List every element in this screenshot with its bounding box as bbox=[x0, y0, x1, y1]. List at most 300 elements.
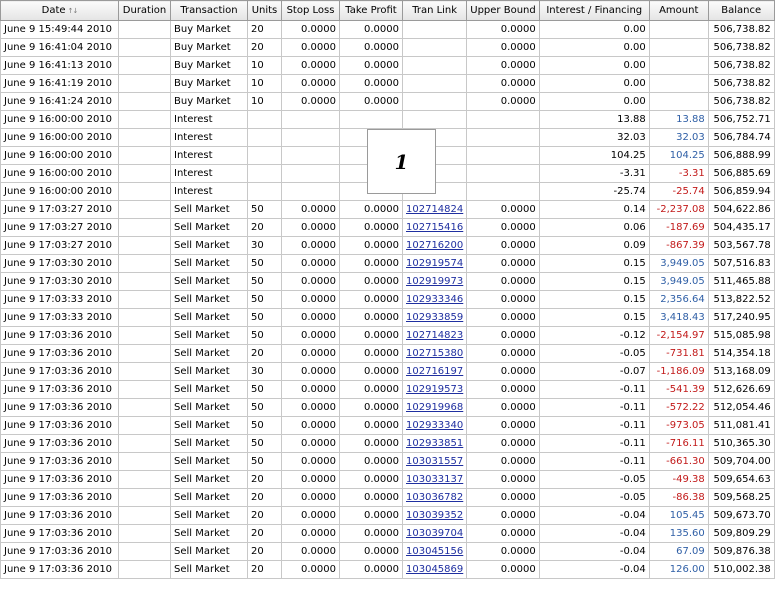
cell-interest-financing: -25.74 bbox=[539, 183, 649, 201]
column-header-stop-loss[interactable]: Stop Loss bbox=[282, 1, 340, 21]
cell-amount: -716.11 bbox=[649, 435, 708, 453]
cell-take-profit: 0.0000 bbox=[340, 543, 403, 561]
cell-interest-financing: 104.25 bbox=[539, 147, 649, 165]
table-row[interactable] bbox=[1, 417, 775, 435]
cell-take-profit: 0.0000 bbox=[340, 507, 403, 525]
cell-interest-financing: -0.05 bbox=[539, 471, 649, 489]
cell-upper-bound: 0.0000 bbox=[467, 471, 539, 489]
column-header-interest-financing[interactable]: Interest / Financing bbox=[539, 1, 649, 21]
cell-interest-financing: 0.15 bbox=[539, 309, 649, 327]
cell-date: June 9 16:00:00 2010 bbox=[1, 165, 119, 183]
table-row[interactable] bbox=[1, 255, 775, 273]
cell-tran-link[interactable]: 103036782 bbox=[403, 489, 467, 507]
cell-upper-bound: 0.0000 bbox=[467, 345, 539, 363]
cell-balance: 507,516.83 bbox=[708, 255, 774, 273]
cell-date: June 9 17:03:36 2010 bbox=[1, 543, 119, 561]
table-row[interactable] bbox=[1, 57, 775, 75]
cell-stop-loss bbox=[282, 129, 340, 147]
cell-interest-financing: 0.06 bbox=[539, 219, 649, 237]
cell-tran-link bbox=[403, 39, 467, 57]
cell-interest-financing: -0.11 bbox=[539, 417, 649, 435]
table-row[interactable] bbox=[1, 21, 775, 39]
cell-units: 50 bbox=[248, 435, 282, 453]
cell-interest-financing: 0.00 bbox=[539, 21, 649, 39]
cell-balance: 513,168.09 bbox=[708, 363, 774, 381]
cell-upper-bound: 0.0000 bbox=[467, 507, 539, 525]
cell-stop-loss bbox=[282, 165, 340, 183]
table-row[interactable] bbox=[1, 399, 775, 417]
cell-stop-loss: 0.0000 bbox=[282, 57, 340, 75]
cell-date: June 9 17:03:30 2010 bbox=[1, 255, 119, 273]
cell-date: June 9 17:03:36 2010 bbox=[1, 435, 119, 453]
cell-amount bbox=[649, 21, 708, 39]
cell-tran-link bbox=[403, 111, 467, 129]
cell-date: June 9 17:03:36 2010 bbox=[1, 561, 119, 579]
cell-stop-loss: 0.0000 bbox=[282, 93, 340, 111]
cell-take-profit: 0.0000 bbox=[340, 471, 403, 489]
table-row[interactable] bbox=[1, 345, 775, 363]
cell-upper-bound: 0.0000 bbox=[467, 327, 539, 345]
cell-date: June 9 17:03:36 2010 bbox=[1, 453, 119, 471]
cell-take-profit: 0.0000 bbox=[340, 273, 403, 291]
cell-interest-financing: 0.09 bbox=[539, 237, 649, 255]
cell-tran-link bbox=[403, 93, 467, 111]
cell-tran-link[interactable]: 103045869 bbox=[403, 561, 467, 579]
cell-stop-loss: 0.0000 bbox=[282, 525, 340, 543]
cell-upper-bound: 0.0000 bbox=[467, 75, 539, 93]
cell-tran-link[interactable]: 103031557 bbox=[403, 453, 467, 471]
cell-take-profit: 0.0000 bbox=[340, 525, 403, 543]
cell-amount: -731.81 bbox=[649, 345, 708, 363]
cell-amount: 3,949.05 bbox=[649, 255, 708, 273]
cell-duration bbox=[119, 21, 171, 39]
cell-upper-bound: 0.0000 bbox=[467, 291, 539, 309]
cell-amount bbox=[649, 57, 708, 75]
cell-upper-bound: 0.0000 bbox=[467, 363, 539, 381]
cell-amount: -2,237.08 bbox=[649, 201, 708, 219]
cell-date: June 9 17:03:36 2010 bbox=[1, 363, 119, 381]
cell-duration bbox=[119, 183, 171, 201]
table-row[interactable] bbox=[1, 453, 775, 471]
cell-date: June 9 16:00:00 2010 bbox=[1, 147, 119, 165]
cell-units: 50 bbox=[248, 201, 282, 219]
cell-tran-link[interactable]: 102714823 bbox=[403, 327, 467, 345]
cell-balance: 510,002.38 bbox=[708, 561, 774, 579]
cell-duration bbox=[119, 201, 171, 219]
cell-amount: 2,356.64 bbox=[649, 291, 708, 309]
cell-interest-financing: -0.04 bbox=[539, 525, 649, 543]
cell-transaction: Sell Market bbox=[171, 453, 248, 471]
cell-take-profit: 0.0000 bbox=[340, 435, 403, 453]
cell-tran-link[interactable]: 103045156 bbox=[403, 543, 467, 561]
cell-tran-link bbox=[403, 75, 467, 93]
cell-balance: 504,622.86 bbox=[708, 201, 774, 219]
cell-tran-link[interactable]: 102919574 bbox=[403, 255, 467, 273]
cell-transaction: Sell Market bbox=[171, 435, 248, 453]
cell-take-profit: 0.0000 bbox=[340, 21, 403, 39]
cell-amount: -49.38 bbox=[649, 471, 708, 489]
cell-amount: 104.25 bbox=[649, 147, 708, 165]
cell-transaction: Interest bbox=[171, 129, 248, 147]
column-header-units[interactable]: Units bbox=[248, 1, 282, 21]
cell-take-profit: 0.0000 bbox=[340, 201, 403, 219]
cell-date: June 9 17:03:36 2010 bbox=[1, 489, 119, 507]
cell-stop-loss: 0.0000 bbox=[282, 561, 340, 579]
table-row[interactable] bbox=[1, 111, 775, 129]
callout-label: 1 bbox=[394, 149, 409, 174]
cell-transaction: Sell Market bbox=[171, 543, 248, 561]
cell-date: June 9 17:03:36 2010 bbox=[1, 471, 119, 489]
column-header-take-profit[interactable]: Take Profit bbox=[340, 1, 403, 21]
cell-interest-financing: 0.15 bbox=[539, 291, 649, 309]
table-row[interactable] bbox=[1, 471, 775, 489]
cell-upper-bound: 0.0000 bbox=[467, 57, 539, 75]
cell-date: June 9 15:49:44 2010 bbox=[1, 21, 119, 39]
table-row[interactable] bbox=[1, 507, 775, 525]
cell-tran-link[interactable]: 102919968 bbox=[403, 399, 467, 417]
cell-duration bbox=[119, 507, 171, 525]
cell-amount: 3,949.05 bbox=[649, 273, 708, 291]
cell-balance: 517,240.95 bbox=[708, 309, 774, 327]
cell-amount: -25.74 bbox=[649, 183, 708, 201]
cell-date: June 9 16:00:00 2010 bbox=[1, 111, 119, 129]
cell-upper-bound bbox=[467, 147, 539, 165]
cell-transaction: Sell Market bbox=[171, 309, 248, 327]
cell-tran-link[interactable]: 102716200 bbox=[403, 237, 467, 255]
cell-upper-bound: 0.0000 bbox=[467, 237, 539, 255]
column-header-amount[interactable]: Amount bbox=[649, 1, 708, 21]
table-row[interactable] bbox=[1, 489, 775, 507]
cell-upper-bound: 0.0000 bbox=[467, 39, 539, 57]
cell-take-profit: 0.0000 bbox=[340, 327, 403, 345]
table-row[interactable] bbox=[1, 219, 775, 237]
cell-amount bbox=[649, 93, 708, 111]
cell-balance: 509,673.70 bbox=[708, 507, 774, 525]
cell-upper-bound: 0.0000 bbox=[467, 381, 539, 399]
cell-units: 50 bbox=[248, 417, 282, 435]
cell-duration bbox=[119, 219, 171, 237]
cell-duration bbox=[119, 147, 171, 165]
cell-interest-financing: 0.15 bbox=[539, 273, 649, 291]
table-row[interactable] bbox=[1, 381, 775, 399]
cell-upper-bound: 0.0000 bbox=[467, 93, 539, 111]
cell-units: 50 bbox=[248, 291, 282, 309]
cell-transaction: Sell Market bbox=[171, 291, 248, 309]
cell-duration bbox=[119, 57, 171, 75]
cell-take-profit: 0.0000 bbox=[340, 363, 403, 381]
cell-amount: 135.60 bbox=[649, 525, 708, 543]
cell-tran-link[interactable]: 102933340 bbox=[403, 417, 467, 435]
cell-tran-link[interactable]: 102715416 bbox=[403, 219, 467, 237]
cell-transaction: Sell Market bbox=[171, 273, 248, 291]
cell-stop-loss bbox=[282, 147, 340, 165]
cell-balance: 514,354.18 bbox=[708, 345, 774, 363]
cell-stop-loss: 0.0000 bbox=[282, 363, 340, 381]
cell-units: 20 bbox=[248, 21, 282, 39]
cell-stop-loss: 0.0000 bbox=[282, 309, 340, 327]
column-header-upper-bound[interactable]: Upper Bound bbox=[467, 1, 539, 21]
cell-units: 50 bbox=[248, 453, 282, 471]
cell-amount: 32.03 bbox=[649, 129, 708, 147]
sort-icon[interactable]: ↑↓ bbox=[67, 7, 78, 15]
cell-stop-loss bbox=[282, 183, 340, 201]
cell-take-profit bbox=[340, 111, 403, 129]
table-row[interactable] bbox=[1, 273, 775, 291]
cell-stop-loss: 0.0000 bbox=[282, 255, 340, 273]
table-row[interactable] bbox=[1, 543, 775, 561]
cell-interest-financing: -0.11 bbox=[539, 435, 649, 453]
cell-duration bbox=[119, 327, 171, 345]
cell-duration bbox=[119, 129, 171, 147]
cell-take-profit: 0.0000 bbox=[340, 57, 403, 75]
cell-duration bbox=[119, 111, 171, 129]
cell-units: 20 bbox=[248, 489, 282, 507]
cell-balance: 509,568.25 bbox=[708, 489, 774, 507]
cell-tran-link[interactable]: 102919573 bbox=[403, 381, 467, 399]
cell-duration bbox=[119, 489, 171, 507]
cell-units bbox=[248, 147, 282, 165]
cell-interest-financing: -0.04 bbox=[539, 561, 649, 579]
cell-transaction: Sell Market bbox=[171, 327, 248, 345]
cell-tran-link[interactable]: 102933346 bbox=[403, 291, 467, 309]
column-header-transaction[interactable]: Transaction bbox=[171, 1, 248, 21]
cell-stop-loss: 0.0000 bbox=[282, 201, 340, 219]
cell-units: 20 bbox=[248, 345, 282, 363]
cell-units bbox=[248, 111, 282, 129]
cell-stop-loss: 0.0000 bbox=[282, 291, 340, 309]
table-row[interactable] bbox=[1, 363, 775, 381]
cell-tran-link[interactable]: 103039352 bbox=[403, 507, 467, 525]
cell-transaction: Sell Market bbox=[171, 381, 248, 399]
cell-interest-financing: -0.05 bbox=[539, 345, 649, 363]
cell-date: June 9 16:41:13 2010 bbox=[1, 57, 119, 75]
cell-interest-financing: -0.11 bbox=[539, 399, 649, 417]
cell-balance: 509,704.00 bbox=[708, 453, 774, 471]
cell-date: June 9 17:03:27 2010 bbox=[1, 237, 119, 255]
cell-stop-loss: 0.0000 bbox=[282, 399, 340, 417]
cell-duration bbox=[119, 273, 171, 291]
cell-interest-financing: -0.04 bbox=[539, 543, 649, 561]
cell-tran-link[interactable]: 102933851 bbox=[403, 435, 467, 453]
cell-balance: 511,465.88 bbox=[708, 273, 774, 291]
cell-units: 30 bbox=[248, 237, 282, 255]
cell-amount bbox=[649, 75, 708, 93]
cell-duration bbox=[119, 363, 171, 381]
cell-take-profit: 0.0000 bbox=[340, 75, 403, 93]
cell-balance: 511,081.41 bbox=[708, 417, 774, 435]
cell-interest-financing: 0.00 bbox=[539, 75, 649, 93]
cell-amount: -86.38 bbox=[649, 489, 708, 507]
table-row[interactable] bbox=[1, 93, 775, 111]
cell-upper-bound: 0.0000 bbox=[467, 309, 539, 327]
cell-units: 50 bbox=[248, 327, 282, 345]
cell-tran-link[interactable]: 102716197 bbox=[403, 363, 467, 381]
cell-date: June 9 17:03:36 2010 bbox=[1, 417, 119, 435]
cell-units: 50 bbox=[248, 309, 282, 327]
table-row[interactable] bbox=[1, 75, 775, 93]
cell-date: June 9 17:03:33 2010 bbox=[1, 309, 119, 327]
cell-upper-bound: 0.0000 bbox=[467, 417, 539, 435]
table-row[interactable] bbox=[1, 327, 775, 345]
cell-balance: 506,784.74 bbox=[708, 129, 774, 147]
cell-transaction: Buy Market bbox=[171, 21, 248, 39]
table-row[interactable] bbox=[1, 309, 775, 327]
cell-date: June 9 17:03:36 2010 bbox=[1, 525, 119, 543]
cell-date: June 9 16:00:00 2010 bbox=[1, 183, 119, 201]
cell-tran-link[interactable]: 102714824 bbox=[403, 201, 467, 219]
cell-duration bbox=[119, 381, 171, 399]
cell-duration bbox=[119, 93, 171, 111]
cell-take-profit: 0.0000 bbox=[340, 417, 403, 435]
cell-tran-link[interactable]: 103033137 bbox=[403, 471, 467, 489]
cell-stop-loss bbox=[282, 111, 340, 129]
column-header-tran-link[interactable]: Tran Link bbox=[403, 1, 467, 21]
cell-amount: -572.22 bbox=[649, 399, 708, 417]
cell-duration bbox=[119, 39, 171, 57]
cell-take-profit: 0.0000 bbox=[340, 93, 403, 111]
cell-balance: 506,738.82 bbox=[708, 75, 774, 93]
cell-units: 50 bbox=[248, 273, 282, 291]
cell-upper-bound: 0.0000 bbox=[467, 399, 539, 417]
column-header-duration[interactable]: Duration bbox=[119, 1, 171, 21]
cell-amount bbox=[649, 39, 708, 57]
cell-transaction: Sell Market bbox=[171, 363, 248, 381]
cell-balance: 503,567.78 bbox=[708, 237, 774, 255]
cell-take-profit: 0.0000 bbox=[340, 489, 403, 507]
cell-balance: 506,738.82 bbox=[708, 57, 774, 75]
cell-units: 20 bbox=[248, 471, 282, 489]
cell-take-profit: 0.0000 bbox=[340, 381, 403, 399]
cell-units bbox=[248, 129, 282, 147]
cell-amount: 13.88 bbox=[649, 111, 708, 129]
cell-balance: 506,738.82 bbox=[708, 21, 774, 39]
cell-amount: 126.00 bbox=[649, 561, 708, 579]
cell-duration bbox=[119, 75, 171, 93]
table-row[interactable] bbox=[1, 291, 775, 309]
cell-upper-bound: 0.0000 bbox=[467, 525, 539, 543]
cell-take-profit: 0.0000 bbox=[340, 255, 403, 273]
cell-duration bbox=[119, 255, 171, 273]
column-header-date[interactable] bbox=[1, 1, 119, 21]
cell-transaction: Sell Market bbox=[171, 489, 248, 507]
cell-upper-bound: 0.0000 bbox=[467, 255, 539, 273]
cell-units: 10 bbox=[248, 75, 282, 93]
cell-duration bbox=[119, 237, 171, 255]
cell-balance: 506,885.69 bbox=[708, 165, 774, 183]
cell-duration bbox=[119, 543, 171, 561]
cell-units: 50 bbox=[248, 255, 282, 273]
table-row[interactable] bbox=[1, 39, 775, 57]
cell-date: June 9 17:03:36 2010 bbox=[1, 399, 119, 417]
cell-transaction: Sell Market bbox=[171, 561, 248, 579]
cell-tran-link[interactable]: 102919973 bbox=[403, 273, 467, 291]
cell-duration bbox=[119, 309, 171, 327]
cell-stop-loss: 0.0000 bbox=[282, 417, 340, 435]
cell-tran-link bbox=[403, 21, 467, 39]
cell-balance: 504,435.17 bbox=[708, 219, 774, 237]
cell-transaction: Sell Market bbox=[171, 471, 248, 489]
cell-upper-bound: 0.0000 bbox=[467, 435, 539, 453]
cell-balance: 506,738.82 bbox=[708, 39, 774, 57]
cell-transaction: Sell Market bbox=[171, 525, 248, 543]
cell-interest-financing: -0.04 bbox=[539, 507, 649, 525]
cell-date: June 9 17:03:36 2010 bbox=[1, 345, 119, 363]
cell-stop-loss: 0.0000 bbox=[282, 345, 340, 363]
cell-amount: -187.69 bbox=[649, 219, 708, 237]
cell-stop-loss: 0.0000 bbox=[282, 471, 340, 489]
cell-interest-financing: -0.05 bbox=[539, 489, 649, 507]
cell-duration bbox=[119, 291, 171, 309]
cell-take-profit: 0.0000 bbox=[340, 309, 403, 327]
cell-stop-loss: 0.0000 bbox=[282, 453, 340, 471]
cell-balance: 512,626.69 bbox=[708, 381, 774, 399]
cell-take-profit: 0.0000 bbox=[340, 39, 403, 57]
cell-duration bbox=[119, 525, 171, 543]
cell-units: 30 bbox=[248, 363, 282, 381]
cell-take-profit: 0.0000 bbox=[340, 345, 403, 363]
cell-amount: -661.30 bbox=[649, 453, 708, 471]
cell-stop-loss: 0.0000 bbox=[282, 273, 340, 291]
cell-transaction: Interest bbox=[171, 111, 248, 129]
cell-stop-loss: 0.0000 bbox=[282, 489, 340, 507]
cell-upper-bound: 0.0000 bbox=[467, 273, 539, 291]
cell-balance: 510,365.30 bbox=[708, 435, 774, 453]
cell-stop-loss: 0.0000 bbox=[282, 327, 340, 345]
table-row[interactable] bbox=[1, 561, 775, 579]
cell-stop-loss: 0.0000 bbox=[282, 75, 340, 93]
cell-interest-financing: 0.15 bbox=[539, 255, 649, 273]
cell-take-profit: 0.0000 bbox=[340, 453, 403, 471]
cell-date: June 9 17:03:36 2010 bbox=[1, 327, 119, 345]
cell-transaction: Buy Market bbox=[171, 75, 248, 93]
cell-take-profit: 0.0000 bbox=[340, 561, 403, 579]
cell-units: 50 bbox=[248, 381, 282, 399]
cell-amount: 105.45 bbox=[649, 507, 708, 525]
cell-take-profit: 0.0000 bbox=[340, 237, 403, 255]
cell-transaction: Interest bbox=[171, 183, 248, 201]
table-row[interactable] bbox=[1, 525, 775, 543]
cell-tran-link[interactable]: 102715380 bbox=[403, 345, 467, 363]
cell-interest-financing: -3.31 bbox=[539, 165, 649, 183]
cell-duration bbox=[119, 453, 171, 471]
cell-amount: 3,418.43 bbox=[649, 309, 708, 327]
cell-tran-link[interactable]: 103039704 bbox=[403, 525, 467, 543]
cell-transaction: Sell Market bbox=[171, 345, 248, 363]
cell-amount: -1,186.09 bbox=[649, 363, 708, 381]
cell-date: June 9 17:03:36 2010 bbox=[1, 381, 119, 399]
cell-duration bbox=[119, 561, 171, 579]
cell-tran-link[interactable]: 102933859 bbox=[403, 309, 467, 327]
cell-duration bbox=[119, 471, 171, 489]
cell-units: 20 bbox=[248, 219, 282, 237]
table-row[interactable] bbox=[1, 435, 775, 453]
column-header-balance[interactable]: Balance bbox=[708, 1, 774, 21]
table-row[interactable] bbox=[1, 237, 775, 255]
cell-duration bbox=[119, 435, 171, 453]
cell-amount: 67.09 bbox=[649, 543, 708, 561]
cell-take-profit: 0.0000 bbox=[340, 219, 403, 237]
cell-amount: -3.31 bbox=[649, 165, 708, 183]
cell-stop-loss: 0.0000 bbox=[282, 507, 340, 525]
cell-date: June 9 17:03:27 2010 bbox=[1, 219, 119, 237]
cell-interest-financing: -0.11 bbox=[539, 381, 649, 399]
table-row[interactable] bbox=[1, 201, 775, 219]
cell-balance: 509,654.63 bbox=[708, 471, 774, 489]
cell-balance: 513,822.52 bbox=[708, 291, 774, 309]
cell-amount: -541.39 bbox=[649, 381, 708, 399]
cell-balance: 506,888.99 bbox=[708, 147, 774, 165]
cell-upper-bound bbox=[467, 165, 539, 183]
